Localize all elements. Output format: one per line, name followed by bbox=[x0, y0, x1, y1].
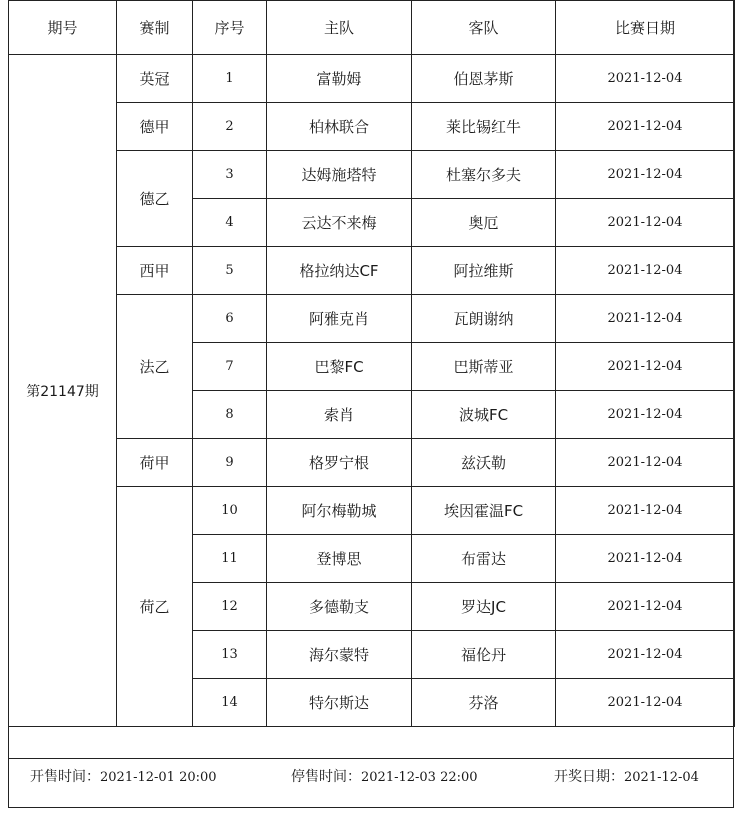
match-date: 2021-12-04 bbox=[556, 151, 735, 199]
home-team: 阿雅克肖 bbox=[267, 295, 412, 343]
match-number: 10 bbox=[193, 487, 267, 535]
header-league: 赛制 bbox=[117, 1, 193, 55]
header-row bbox=[9, 1, 735, 55]
match-date: 2021-12-04 bbox=[556, 535, 735, 583]
draw-date-info bbox=[554, 766, 699, 786]
away-team: 巴斯蒂亚 bbox=[412, 343, 556, 391]
away-team: 杜塞尔多夫 bbox=[412, 151, 556, 199]
league-cell: 法乙 bbox=[117, 295, 193, 439]
away-team: 奥厄 bbox=[412, 199, 556, 247]
league-cell: 荷甲 bbox=[117, 439, 193, 487]
league-cell: 西甲 bbox=[117, 247, 193, 295]
away-team: 埃因霍温FC bbox=[412, 487, 556, 535]
match-number: 7 bbox=[193, 343, 267, 391]
sale-start-info bbox=[30, 766, 217, 786]
match-number: 2 bbox=[193, 103, 267, 151]
league-cell: 英冠 bbox=[117, 55, 193, 103]
header-away-team: 客队 bbox=[412, 1, 556, 55]
sale-end-value: 2021-12-03 22:00 bbox=[361, 770, 478, 785]
match-date: 2021-12-04 bbox=[556, 343, 735, 391]
league-cell: 德乙 bbox=[117, 151, 193, 247]
match-number: 6 bbox=[193, 295, 267, 343]
sale-end-label: 停售时间： bbox=[291, 769, 361, 785]
table-row bbox=[9, 247, 735, 295]
match-date: 2021-12-04 bbox=[556, 679, 735, 727]
match-number: 3 bbox=[193, 151, 267, 199]
table-row bbox=[9, 151, 735, 199]
match-number: 12 bbox=[193, 583, 267, 631]
away-team: 兹沃勒 bbox=[412, 439, 556, 487]
home-team: 特尔斯达 bbox=[267, 679, 412, 727]
table-row bbox=[9, 487, 735, 535]
table-row bbox=[9, 103, 735, 151]
home-team: 云达不来梅 bbox=[267, 199, 412, 247]
home-team: 格拉纳达CF bbox=[267, 247, 412, 295]
match-date: 2021-12-04 bbox=[556, 439, 735, 487]
draw-date-value: 2021-12-04 bbox=[624, 770, 699, 785]
home-team: 索肖 bbox=[267, 391, 412, 439]
away-team: 瓦朗谢纳 bbox=[412, 295, 556, 343]
match-number: 1 bbox=[193, 55, 267, 103]
match-number: 14 bbox=[193, 679, 267, 727]
table-row bbox=[9, 439, 735, 487]
match-date: 2021-12-04 bbox=[556, 631, 735, 679]
home-team: 多德勒支 bbox=[267, 583, 412, 631]
header-period: 期号 bbox=[9, 1, 117, 55]
home-team: 达姆施塔特 bbox=[267, 151, 412, 199]
match-date: 2021-12-04 bbox=[556, 55, 735, 103]
header-match-date: 比赛日期 bbox=[556, 1, 735, 55]
home-team: 阿尔梅勒城 bbox=[267, 487, 412, 535]
away-team: 阿拉维斯 bbox=[412, 247, 556, 295]
league-cell: 德甲 bbox=[117, 103, 193, 151]
match-date: 2021-12-04 bbox=[556, 583, 735, 631]
match-number: 5 bbox=[193, 247, 267, 295]
sale-start-label: 开售时间： bbox=[30, 769, 100, 785]
match-number: 13 bbox=[193, 631, 267, 679]
table-row bbox=[9, 295, 735, 343]
home-team: 登博思 bbox=[267, 535, 412, 583]
match-number: 4 bbox=[193, 199, 267, 247]
match-schedule-table bbox=[8, 0, 735, 727]
sale-start-value: 2021-12-01 20:00 bbox=[100, 770, 217, 785]
away-team: 罗达JC bbox=[412, 583, 556, 631]
match-date: 2021-12-04 bbox=[556, 295, 735, 343]
away-team: 布雷达 bbox=[412, 535, 556, 583]
away-team: 福伦丹 bbox=[412, 631, 556, 679]
table-row bbox=[9, 55, 735, 103]
away-team: 波城FC bbox=[412, 391, 556, 439]
match-date: 2021-12-04 bbox=[556, 391, 735, 439]
away-team: 芬洛 bbox=[412, 679, 556, 727]
header-number: 序号 bbox=[193, 1, 267, 55]
match-date: 2021-12-04 bbox=[556, 487, 735, 535]
away-team: 伯恩茅斯 bbox=[412, 55, 556, 103]
sale-end-info bbox=[291, 766, 478, 786]
blank-spacer-row bbox=[8, 726, 734, 759]
match-date: 2021-12-04 bbox=[556, 199, 735, 247]
home-team: 巴黎FC bbox=[267, 343, 412, 391]
match-date: 2021-12-04 bbox=[556, 247, 735, 295]
match-number: 8 bbox=[193, 391, 267, 439]
away-team: 莱比锡红牛 bbox=[412, 103, 556, 151]
header-home-team: 主队 bbox=[267, 1, 412, 55]
sale-info-footer bbox=[8, 760, 734, 792]
draw-date-label: 开奖日期： bbox=[554, 769, 624, 785]
home-team: 海尔蒙特 bbox=[267, 631, 412, 679]
match-date: 2021-12-04 bbox=[556, 103, 735, 151]
period-cell: 第21147期 bbox=[9, 55, 117, 727]
match-number: 9 bbox=[193, 439, 267, 487]
home-team: 格罗宁根 bbox=[267, 439, 412, 487]
home-team: 柏林联合 bbox=[267, 103, 412, 151]
match-number: 11 bbox=[193, 535, 267, 583]
league-cell: 荷乙 bbox=[117, 487, 193, 727]
home-team: 富勒姆 bbox=[267, 55, 412, 103]
